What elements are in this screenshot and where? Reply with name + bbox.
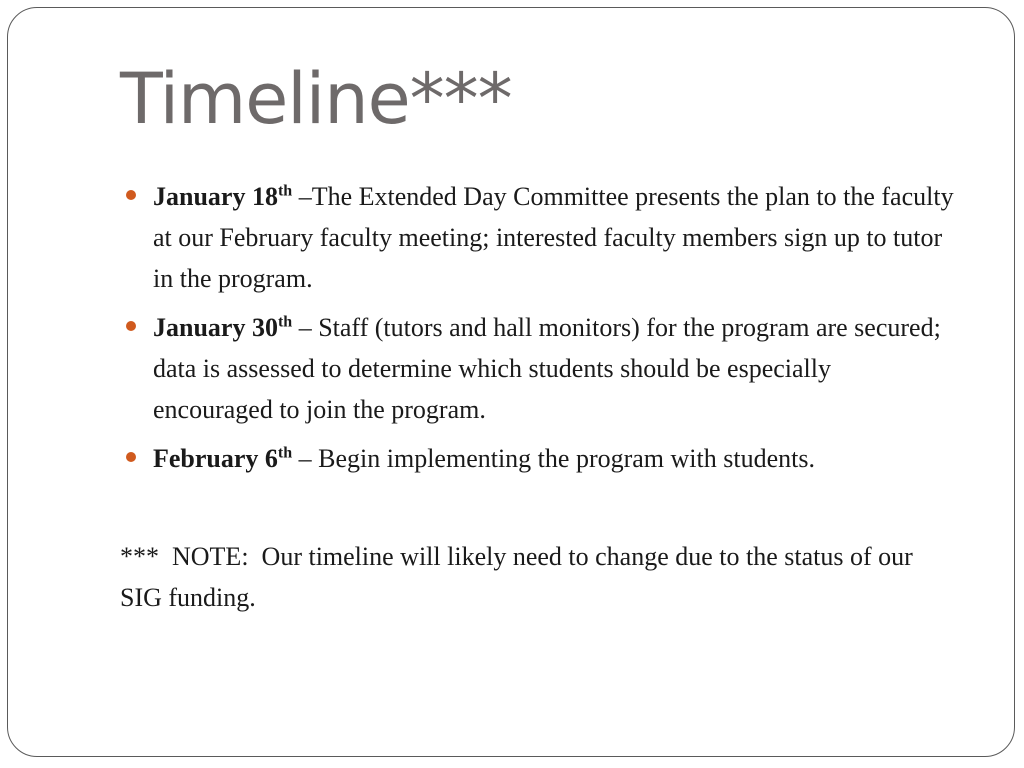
timeline-date: January 18 <box>153 182 278 211</box>
slide-title: Timeline*** <box>120 58 512 140</box>
timeline-list <box>8 176 1016 487</box>
timeline-date: February 6 <box>153 444 278 473</box>
timeline-item-feb-6 <box>8 438 1016 479</box>
timeline-description: –The Extended Day Committee presents the plan to the faculty at our February faculty meeting; interested faculty members sign up to tutor in the program. <box>153 182 954 293</box>
timeline-date: January 30 <box>153 313 278 342</box>
date-ordinal-suffix: th <box>277 313 293 331</box>
bullet-dot-icon <box>126 321 136 331</box>
timeline-item-jan-18 <box>8 176 1016 299</box>
funding-note: *** NOTE: Our timeline will likely need to change due to the status of our SIG funding. <box>120 542 920 612</box>
bullet-dot-icon <box>126 452 136 462</box>
date-ordinal-suffix: th <box>277 182 293 200</box>
slide-frame <box>7 7 1015 757</box>
bullet-dot-icon <box>126 190 136 200</box>
date-ordinal-suffix: th <box>277 444 293 462</box>
timeline-item-jan-30 <box>8 307 1016 430</box>
timeline-description: – Begin implementing the program with students. <box>292 444 815 473</box>
timeline-description: – Staff (tutors and hall monitors) for the program are secured; data is assessed to determine which students should be especially encouraged to join the program. <box>153 313 941 424</box>
